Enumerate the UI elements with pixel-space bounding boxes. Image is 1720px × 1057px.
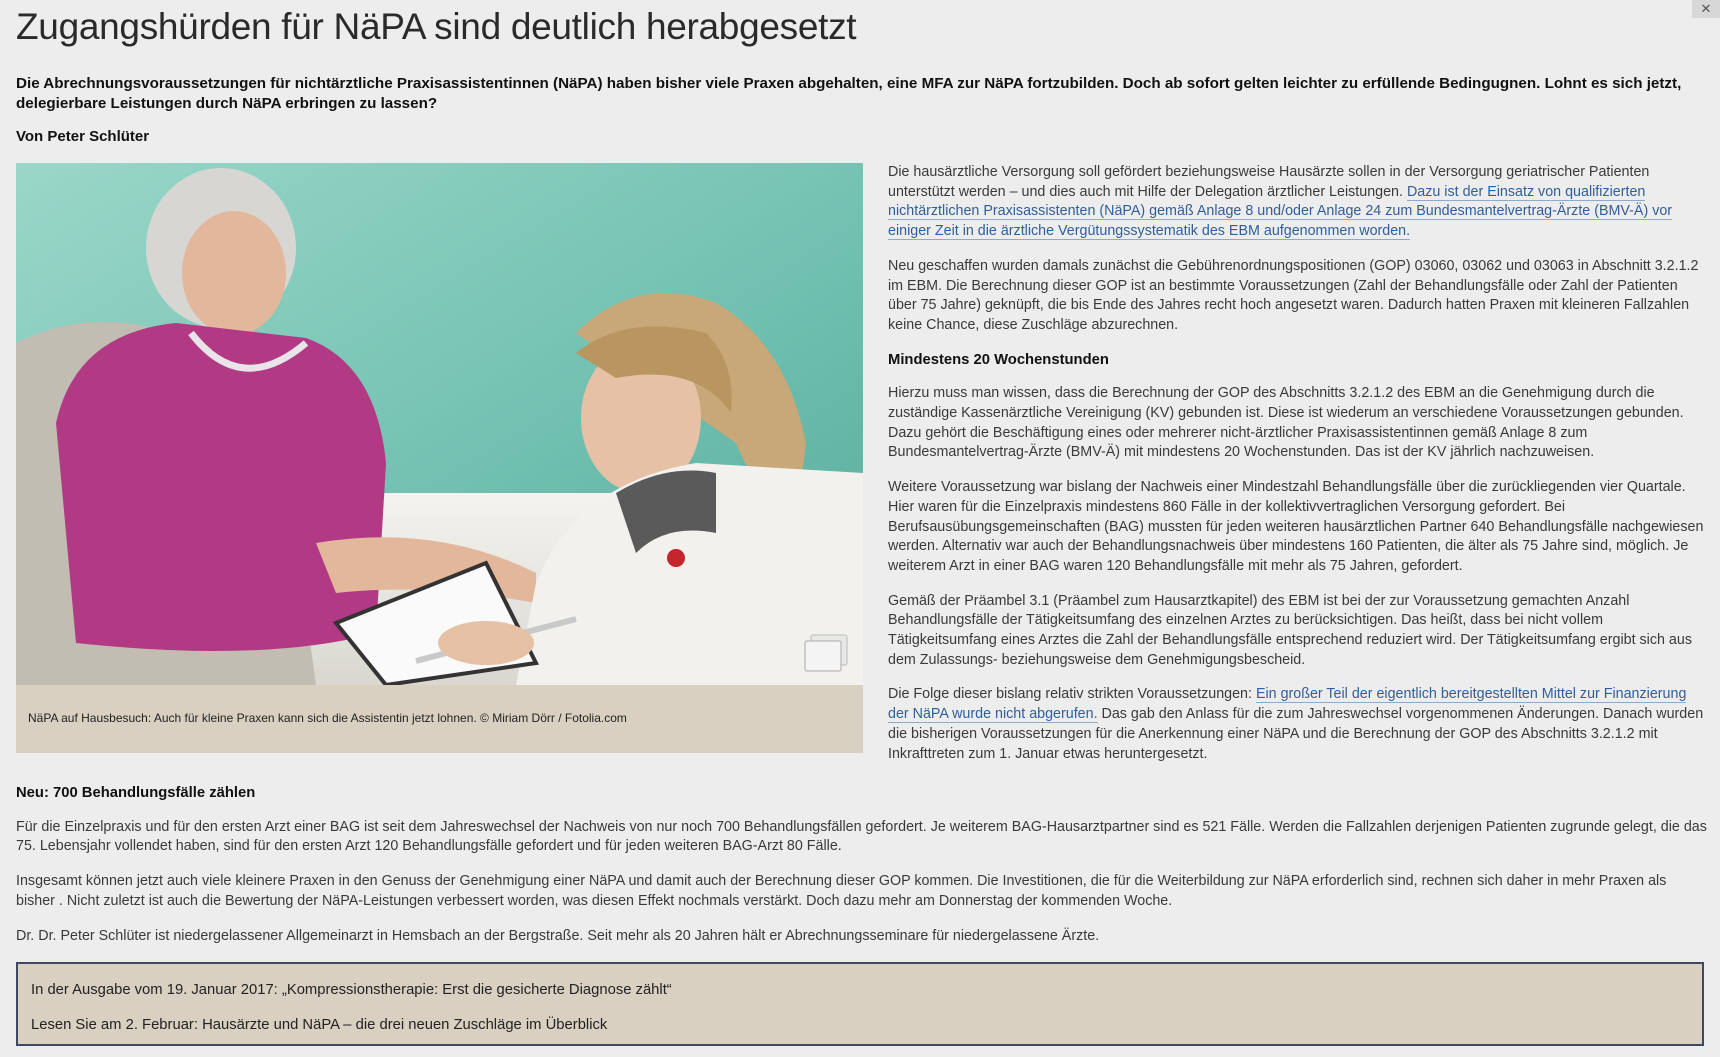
- paragraph-2: Neu geschaffen wurden damals zunächst die Gebührenordnungspositionen (GOP) 03060, 03062 und 03063 in Abschnitt 3.2.1.2 im EBM. Die Berechnung dieser GOP ist an bestimmte Voraussetzungen (Zahl der Behandlungsfälle oder Zahl der Patienten über 75 Jahre) geknüpft, die bis Ende des Jahres recht hoch angesetzt waren. Dadurch hatten Praxen mit kleineren Fallzahlen keine Chance, diese Zuschläge abzurechnen.: [888, 257, 1699, 333]
- link-finanzierung[interactable]: Ein großer Teil der eigentlich bereitgestellten Mittel zur Finanzierung der NäPA wurde nicht abgerufen.: [888, 686, 1687, 723]
- author-bio: Dr. Dr. Peter Schlüter ist niedergelassener Allgemeinarzt in Hemsbach an der Bergstraße. Seit mehr als 20 Jahren hält er Abrechnungsseminare für niedergelassene Ärzte.: [16, 927, 1100, 944]
- paragraph-3: Hierzu muss man wissen, dass die Berechnung der GOP des Abschnitts 3.2.1.2 des EBM an die Genehmigung durch die zuständige Kassenärztliche Vereinigung (KV) gebunden ist. Diese ist wiederum an verschiedene Voraussetzungen gebunden. Dazu gehört die Beschäftigung eines oder mehrerer nicht-ärztlicher Praxisassistentinnen gemäß Anlage 8 zum Bundesmantelvertrag-Ärzte (BMV-Ä) mit mindestens 20 Wochenstunden. Das ist der KV jährlich nachzuweisen.: [888, 385, 1684, 461]
- bottom-paragraph-2: Insgesamt können jetzt auch viele kleinere Praxen in den Genuss der Genehmigung einer NäPA und damit auch der Berechnung dieser GOP kommen. Die Investitionen, die für die Weiterbildung zur NäPA erforderlich sind, rechnen sich daher in mehr Praxen als bisher . Nicht zuletzt ist auch die Bewertung der NäPA-Leistungen verbessert worden, was diesen Effekt nochmals verstärkt. Doch dazu mehr am Donnerstag der kommenden Woche.: [16, 873, 1667, 909]
- bottom-section: [16, 784, 1708, 961]
- gallery-icon[interactable]: [805, 635, 847, 671]
- paragraph-6-text-b: Das gab den Anlass für die zum Jahreswechsel vorgenommenen Änderungen. Danach wurden die bisherigen Voraussetzungen für die Anerkennung einer NäPA und die Berechnung der GOP des Abschnitts 3.2.1.2 mit Inkrafttreten zum 1. Januar etwas heruntergesetzt.: [888, 706, 1704, 762]
- related-articles-box: [16, 962, 1704, 1046]
- paragraph-6-text-a: Die Folge dieser bislang relativ strikten Voraussetzungen:: [888, 686, 1256, 703]
- paragraph-4: Weitere Voraussetzung war bislang der Nachweis einer Mindestzahl Behandlungsfälle über die zurückliegenden vier Quartale. Hier waren für die Einzelpraxis mindestens 860 Fälle in der kollektivvertraglichen Versorgung gefordert. Bei Berufsausübungsgemeinschaften (BAG) mussten für jeden weiteren hausärztlichen Partner 640 Behandlungsfälle nachgewiesen werden. Alternativ war auch der Behandlungsnachweis über mindestens 160 Patienten, die älter als 75 Jahre sind, möglich. Je weiterem Arzt in einer BAG waren 120 Behandlungsfälle mit mehr als 75 Jahren, gefordert.: [888, 479, 1704, 574]
- right-column: [888, 163, 1708, 779]
- paragraph-1: [888, 163, 1708, 242]
- heading-700-faelle: Neu: 700 Behandlungsfälle zählen: [16, 785, 256, 801]
- bottom-paragraph-1: Für die Einzelpraxis und für den ersten Arzt einer BAG ist seit dem Jahreswechsel der Nachweis von nur noch 700 Behandlungsfällen gefordert. Je weiterem BAG-Hausarztpartner sind es 521 Fälle. Werden die Fallzahlen derjenigen Patienten zugrunde gelegt, die das 75. Lebensjahr vollendet haben, sind für den ersten Arzt 120 Behandlungsfälle gefordert und für jeden weiteren BAG-Arzt 80 Fälle.: [16, 818, 1707, 855]
- paragraph-5: Gemäß der Präambel 3.1 (Präambel zum Hausarztkapitel) des EBM ist bei der zur Voraussetzung gemachten Anzahl Behandlungsfälle der Tätigkeitsumfang des einzelnen Arztes zu berücksichtigen. Das heißt, dass bei nicht vollem Tätigkeitsumfang eines Arztes die Zahl der Behandlungsfälle entsprechend reduziert wird. Der Tätigkeitsumfang ergibt sich aus dem Zulassungs- beziehungsweise dem Genehmigungsbescheid.: [888, 592, 1692, 668]
- image-caption: NäPA auf Hausbesuch: Auch für kleine Praxen kann sich die Assistentin jetzt lohnen. © Miriam Dörr / Fotolia.com: [28, 711, 627, 725]
- paragraph-6: [888, 685, 1708, 764]
- close-icon[interactable]: ✕: [1692, 0, 1720, 18]
- related-article-2: Lesen Sie am 2. Februar: Hausärzte und NäPA – die drei neuen Zuschläge im Überblick: [31, 1017, 608, 1033]
- paragraph-1-text: Die hausärztliche Versorgung soll gefördert beziehungsweise Hausärzte sollen in der Versorgung geriatrischer Patienten unterstützt werden – und dies auch mit Hilfe der Delegation ärztlicher Leistungen.: [888, 164, 1650, 200]
- article-photo[interactable]: [16, 163, 863, 685]
- article-figure: [16, 163, 863, 753]
- article-title: Zugangshürden für NäPA sind deutlich herabgesetzt: [16, 6, 857, 47]
- related-article-1: In der Ausgabe vom 19. Januar 2017: „Kompressionstherapie: Erst die gesicherte Diagnose zählt“: [31, 982, 672, 998]
- photo-illustration: [16, 163, 863, 685]
- heading-wochenstunden: Mindestens 20 Wochenstunden: [888, 351, 1109, 368]
- article-lead: Die Abrechnungsvoraussetzungen für nichtärztliche Praxisassistentinnen (NäPA) haben bisher viele Praxen abgehalten, eine MFA zur NäPA fortzubilden. Doch ab sofort gelten leichter zu erfüllende Bedingugnen. Lohnt es sich jetzt, delegierbare Leistungen durch NäPA erbringen zu lassen?: [16, 75, 1682, 112]
- link-napa-ebm[interactable]: Dazu ist der Einsatz von qualifizierten nichtärztlichen Praxisassistenten (NäPA) gemäß Anlage 8 und/oder Anlage 24 zum Bundesmantelvertrag-Ärzte (BMV-Ä) vor einiger Zeit in die ärztliche Vergütungssystematik des EBM aufgenommen worden.: [888, 183, 1673, 240]
- article-author: Von Peter Schlüter: [16, 128, 150, 145]
